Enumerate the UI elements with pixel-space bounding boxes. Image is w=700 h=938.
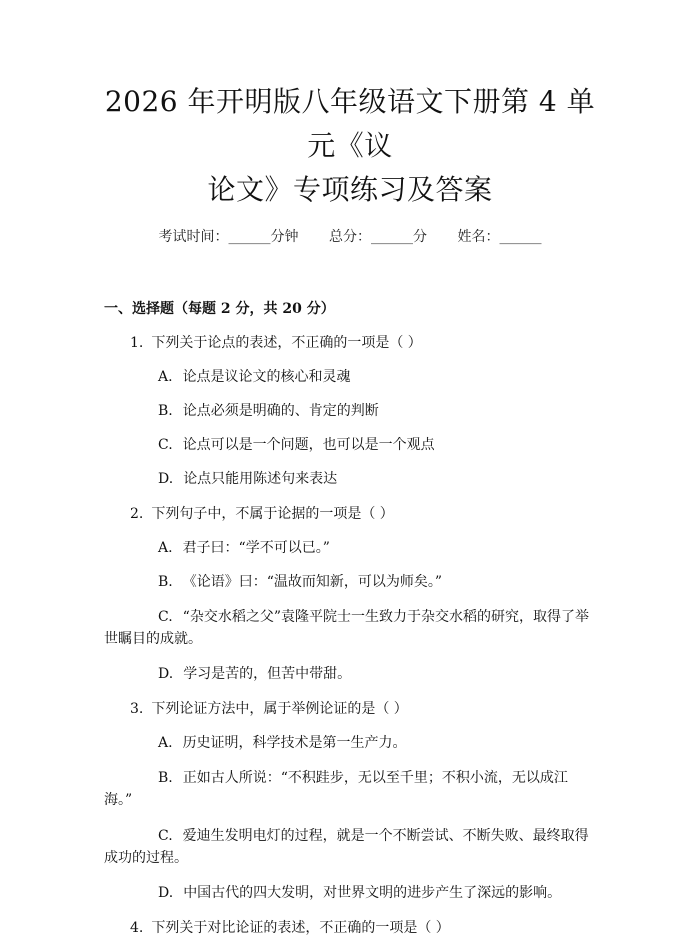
option-3d: D. 中国古代的四大发明，对世界文明的进步产生了深远的影响。 [158, 885, 562, 901]
title-line-2: 论文》专项练习及答案 [207, 173, 493, 206]
total-score: 总分：______分 [329, 229, 427, 245]
option-2b: B. 《论语》曰：“温故而知新，可以为师矣。” [158, 574, 443, 590]
option-1c: C. 论点可以是一个问题，也可以是一个观点 [158, 437, 435, 453]
option-1a: A. 论点是议论文的核心和灵魂 [158, 369, 351, 385]
question-1: 1. 下列关于论点的表述，不正确的一项是（ ） [130, 335, 422, 351]
option-1b: B. 论点必须是明确的、肯定的判断 [158, 403, 379, 419]
exam-meta [104, 226, 596, 246]
option-2c: C. “杂交水稻之父”袁隆平院士一生致力于杂交水稻的研究，取得了举世瞩目的成就。 [104, 609, 589, 647]
exam-time: 考试时间：______分钟 [158, 229, 299, 245]
option-2d: D. 学习是苦的，但苦中带甜。 [158, 666, 352, 682]
option-3b: B. 正如古人所说：“不积跬步，无以至千里；不积小流，无以成江海。” [104, 770, 568, 808]
option-3a: A. 历史证明，科学技术是第一生产力。 [158, 735, 407, 751]
option-3c: C. 爱迪生发明电灯的过程，就是一个不断尝试、不断失败、最终取得成功的过程。 [104, 828, 589, 866]
option-1d: D. 论点只能用陈述句来表达 [158, 471, 338, 487]
section-heading: 一、选择题（每题 2 分，共 20 分） [104, 301, 335, 317]
title-line-1: 2026 年开明版八年级语文下册第 4 单元《议 [104, 85, 596, 162]
option-2a: A. 君子曰：“学不可以已。” [158, 540, 330, 556]
document-title [104, 0, 596, 212]
question-2: 2. 下列句子中，不属于论据的一项是（ ） [130, 506, 394, 522]
question-3: 3. 下列论证方法中，属于举例论证的是（ ） [130, 701, 408, 717]
question-4: 4. 下列关于对比论证的表述，不正确的一项是（ ） [130, 920, 450, 936]
student-name: 姓名：______ [457, 229, 542, 245]
